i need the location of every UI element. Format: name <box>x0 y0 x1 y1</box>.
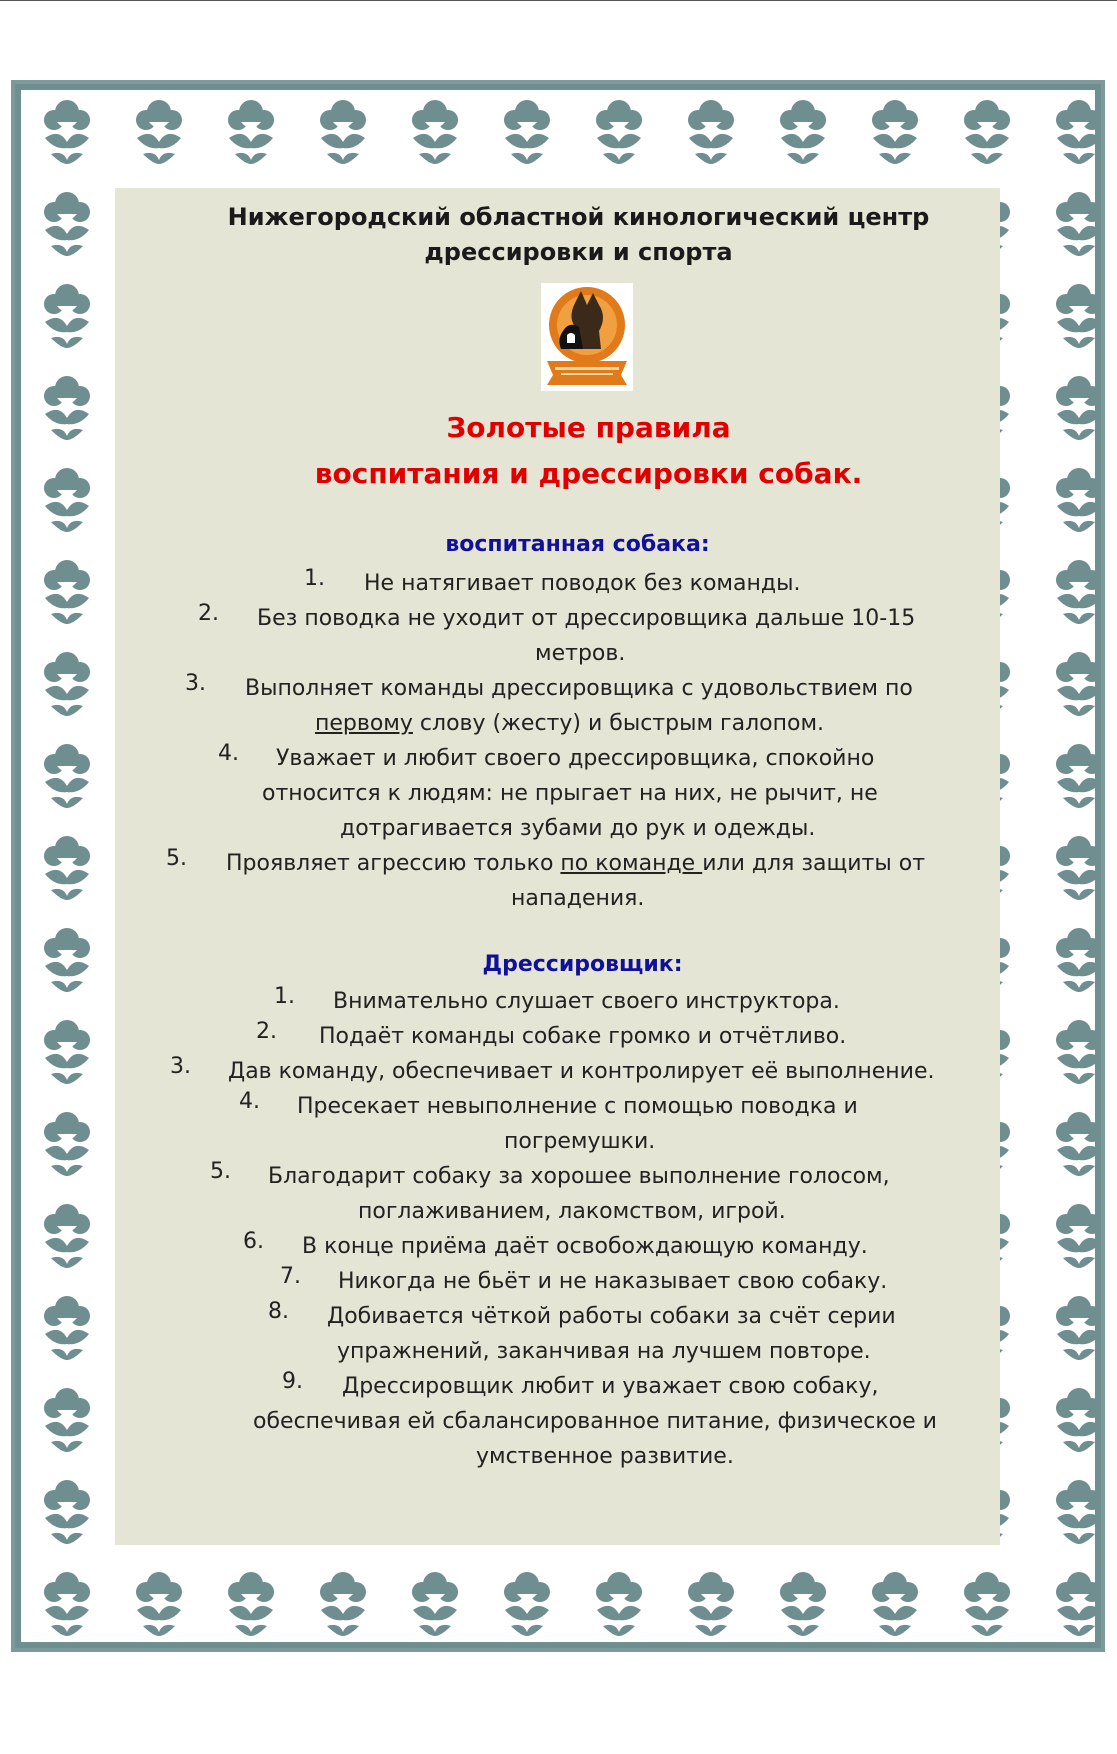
list-item: Никогда не бьёт и не наказывает свою собаку. <box>338 1269 888 1294</box>
list-item: Благодарит собаку за хорошее выполнение голосом, <box>268 1164 890 1189</box>
list-item-number: 4. <box>239 1089 260 1114</box>
list-item-number: 8. <box>268 1299 289 1324</box>
list-item: Проявляет агрессию только по команде или для защиты от <box>226 851 926 876</box>
list-item-continuation: обеспечивая ей сбалансированное питание, физическое и <box>253 1409 937 1434</box>
list-item-continuation: погремушки. <box>504 1129 656 1154</box>
list-item: Добивается чёткой работы собаки за счёт серии <box>327 1304 896 1329</box>
list-item: Выполняет команды дрессировщика с удовольствием по <box>245 676 913 701</box>
list-item-continuation: метров. <box>535 641 626 666</box>
logo <box>541 283 633 391</box>
list-item-number: 3. <box>170 1054 191 1079</box>
list-item-continuation: поглаживанием, лакомством, игрой. <box>358 1199 786 1224</box>
organization-name: Нижегородский областной кинологический центр дрессировки и спорта <box>227 203 930 266</box>
list-item: Пресекает невыполнение с помощью поводка и <box>297 1094 858 1119</box>
list-item-number: 9. <box>282 1369 303 1394</box>
underlined-word: первому <box>315 711 413 736</box>
page-title: Золотые правила воспитания и дрессировки собак. <box>314 411 863 490</box>
list-item: Дрессировщик любит и уважает свою собаку, <box>342 1374 879 1399</box>
list-item-number: 3. <box>185 671 206 696</box>
list-item: В конце приёма даёт освобождающую команду. <box>302 1234 868 1259</box>
list-item-continuation: первому слову (жесту) и быстрым галопом. <box>315 711 825 736</box>
dog-section-heading: воспитанная собака: <box>445 532 710 557</box>
list-item-number: 6. <box>243 1229 264 1254</box>
list-item-continuation: упражнений, заканчивая на лучшем повторе. <box>337 1339 871 1364</box>
list-item-number: 5. <box>210 1159 231 1184</box>
top-divider <box>0 0 1117 1</box>
list-item-number: 2. <box>198 601 219 626</box>
underlined-phrase: по команде <box>560 851 703 876</box>
list-item-number: 7. <box>280 1264 301 1289</box>
list-item-continuation: дотрагивается зубами до рук и одежды. <box>340 816 816 841</box>
list-item-number: 1. <box>304 566 325 591</box>
list-item: Уважает и любит своего дрессировщика, спокойно <box>276 746 875 771</box>
list-item: Дав команду, обеспечивает и контролирует её выполнение. <box>228 1059 935 1084</box>
list-item-continuation: нападения. <box>511 886 645 911</box>
trainer-section-heading: Дрессировщик: <box>482 952 683 977</box>
list-item-number: 1. <box>274 984 295 1009</box>
list-item-continuation: умственное развитие. <box>476 1444 734 1469</box>
list-item: Подаёт команды собаке громко и отчётливо. <box>319 1024 847 1049</box>
list-item: Внимательно слушает своего инструктора. <box>333 989 840 1014</box>
list-item-number: 4. <box>218 741 239 766</box>
dog-emblem-icon <box>541 283 633 391</box>
list-item-continuation: относится к людям: не прыгает на них, не рычит, не <box>262 781 878 806</box>
list-item-number: 5. <box>166 846 187 871</box>
list-item-number: 2. <box>256 1019 277 1044</box>
list-item: Не натягивает поводок без команды. <box>364 571 801 596</box>
list-item: Без поводка не уходит от дрессировщика дальше 10-15 <box>257 606 916 631</box>
